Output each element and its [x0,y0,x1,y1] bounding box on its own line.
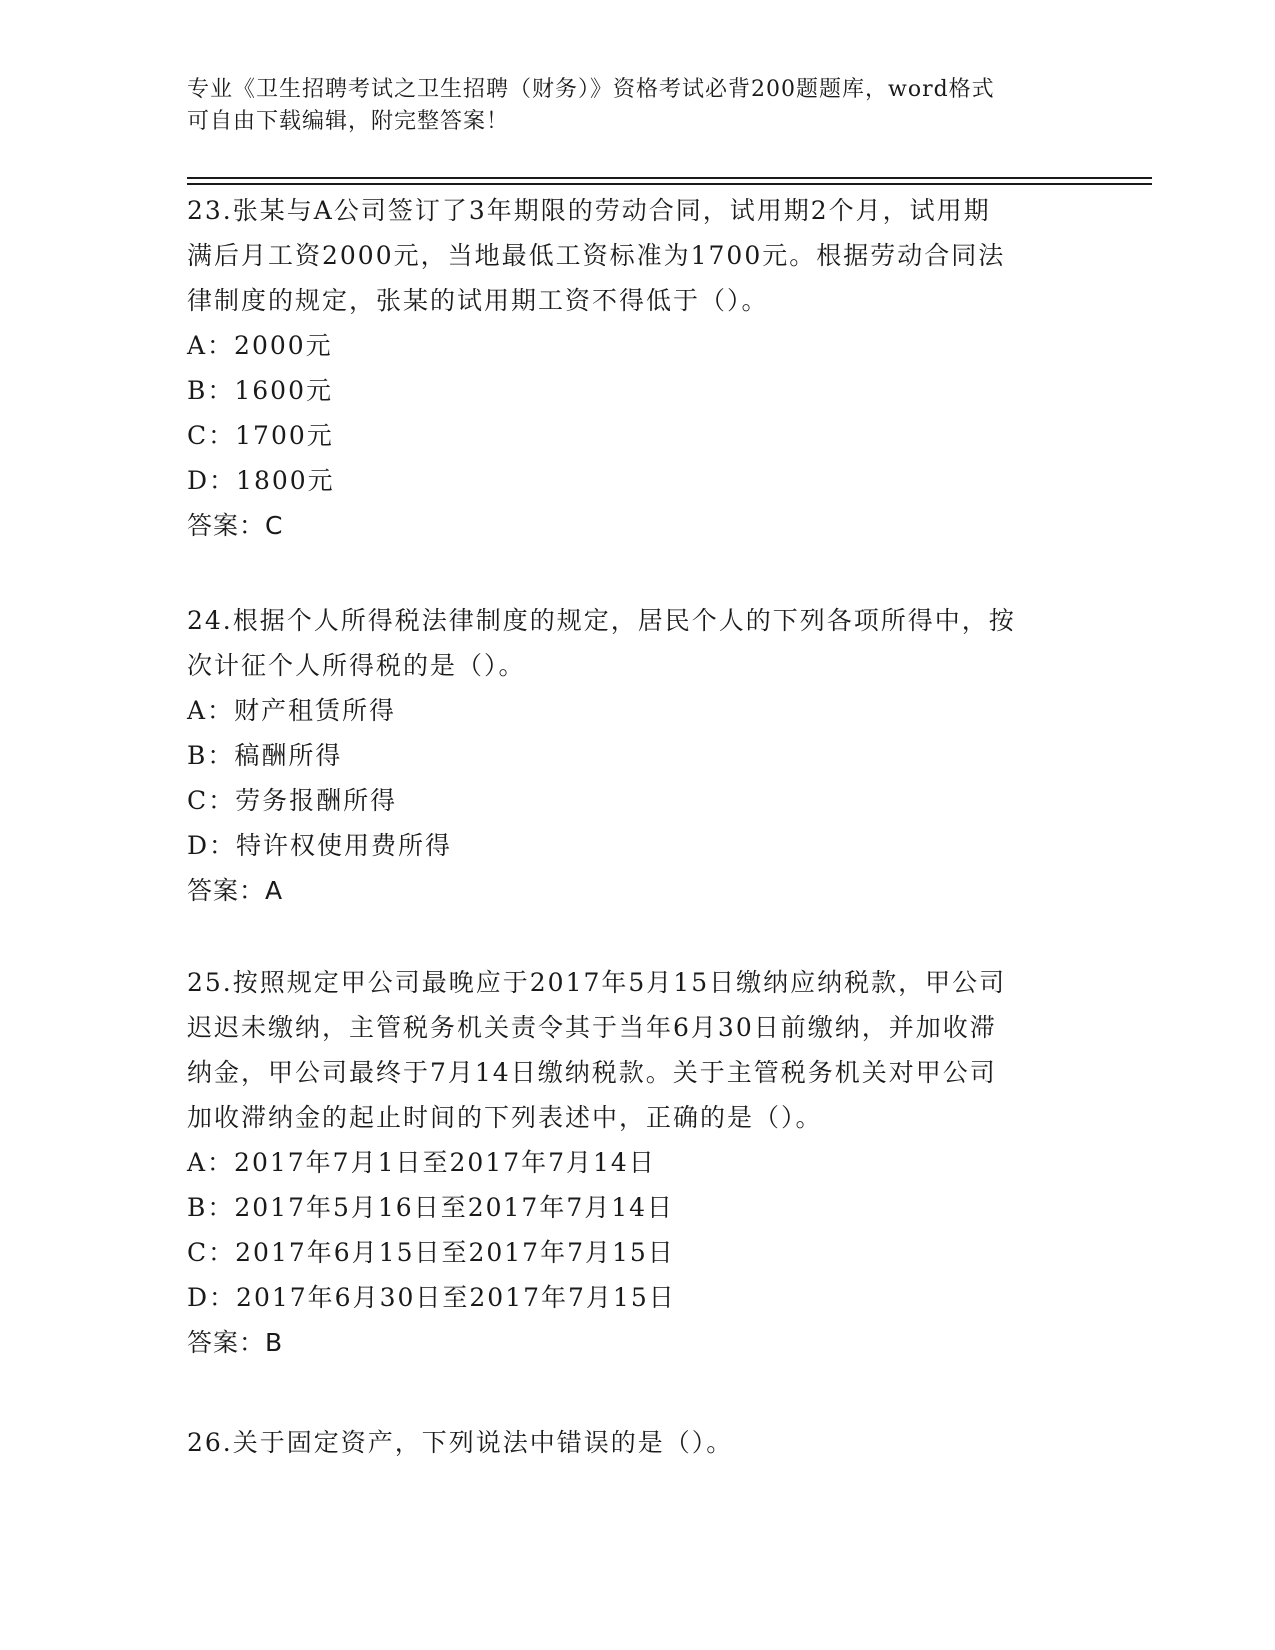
document-header [187,74,1077,138]
option-b: B：2017年5月16日至2017年7月14日 [187,1193,675,1222]
option-d: D：2017年6月30日至2017年7月15日 [187,1283,676,1312]
question-stem-line: 加收滞纳金的起止时间的下列表述中，正确的是（）。 [187,1103,823,1132]
question-block [187,960,1087,1366]
question-stem-line: 24.根据个人所得税法律制度的规定，居民个人的下列各项所得中，按 [187,606,1016,635]
question-stem-line: 26.关于固定资产，下列说法中错误的是（）。 [187,1428,734,1457]
answer-line: 答案：C [187,511,284,540]
question-stem-line: 次计征个人所得税的是（）。 [187,651,526,680]
option-a: A：财产租赁所得 [187,696,397,725]
option-c: C：劳务报酬所得 [187,786,398,815]
question-block [187,1420,1087,1465]
question-block [187,188,1087,549]
question-stem-line: 满后月工资2000元，当地最低工资标准为1700元。根据劳动合同法 [187,241,1006,270]
question-stem-line: 25.按照规定甲公司最晚应于2017年5月15日缴纳应纳税款，甲公司 [187,968,1007,997]
option-b: B：1600元 [187,376,333,405]
question-stem-line: 23.张某与A公司签订了3年期限的劳动合同，试用期2个月，试用期 [187,196,991,225]
header-divider [187,177,1152,179]
header-line: 专业《卫生招聘考试之卫生招聘（财务）》资格考试必背200题题库，word格式 [187,77,995,102]
question-stem-line: 律制度的规定，张某的试用期工资不得低于（）。 [187,286,769,315]
header-divider [187,183,1152,185]
option-c: C：2017年6月15日至2017年7月15日 [187,1238,675,1267]
header-line: 可自由下载编辑，附完整答案！ [187,109,510,134]
question-stem-line: 纳金，甲公司最终于7月14日缴纳税款。关于主管税务机关对甲公司 [187,1058,997,1087]
answer-line: 答案：B [187,1328,284,1357]
option-d: D：1800元 [187,466,335,495]
question-block [187,598,1087,914]
option-a: A：2000元 [187,331,333,360]
option-d: D：特许权使用费所得 [187,831,453,860]
question-stem-line: 迟迟未缴纳，主管税务机关责令其于当年6月30日前缴纳，并加收滞 [187,1013,997,1042]
answer-line: 答案：A [187,876,284,905]
option-a: A：2017年7月1日至2017年7月14日 [187,1148,656,1177]
option-c: C：1700元 [187,421,334,450]
option-b: B：稿酬所得 [187,741,343,770]
